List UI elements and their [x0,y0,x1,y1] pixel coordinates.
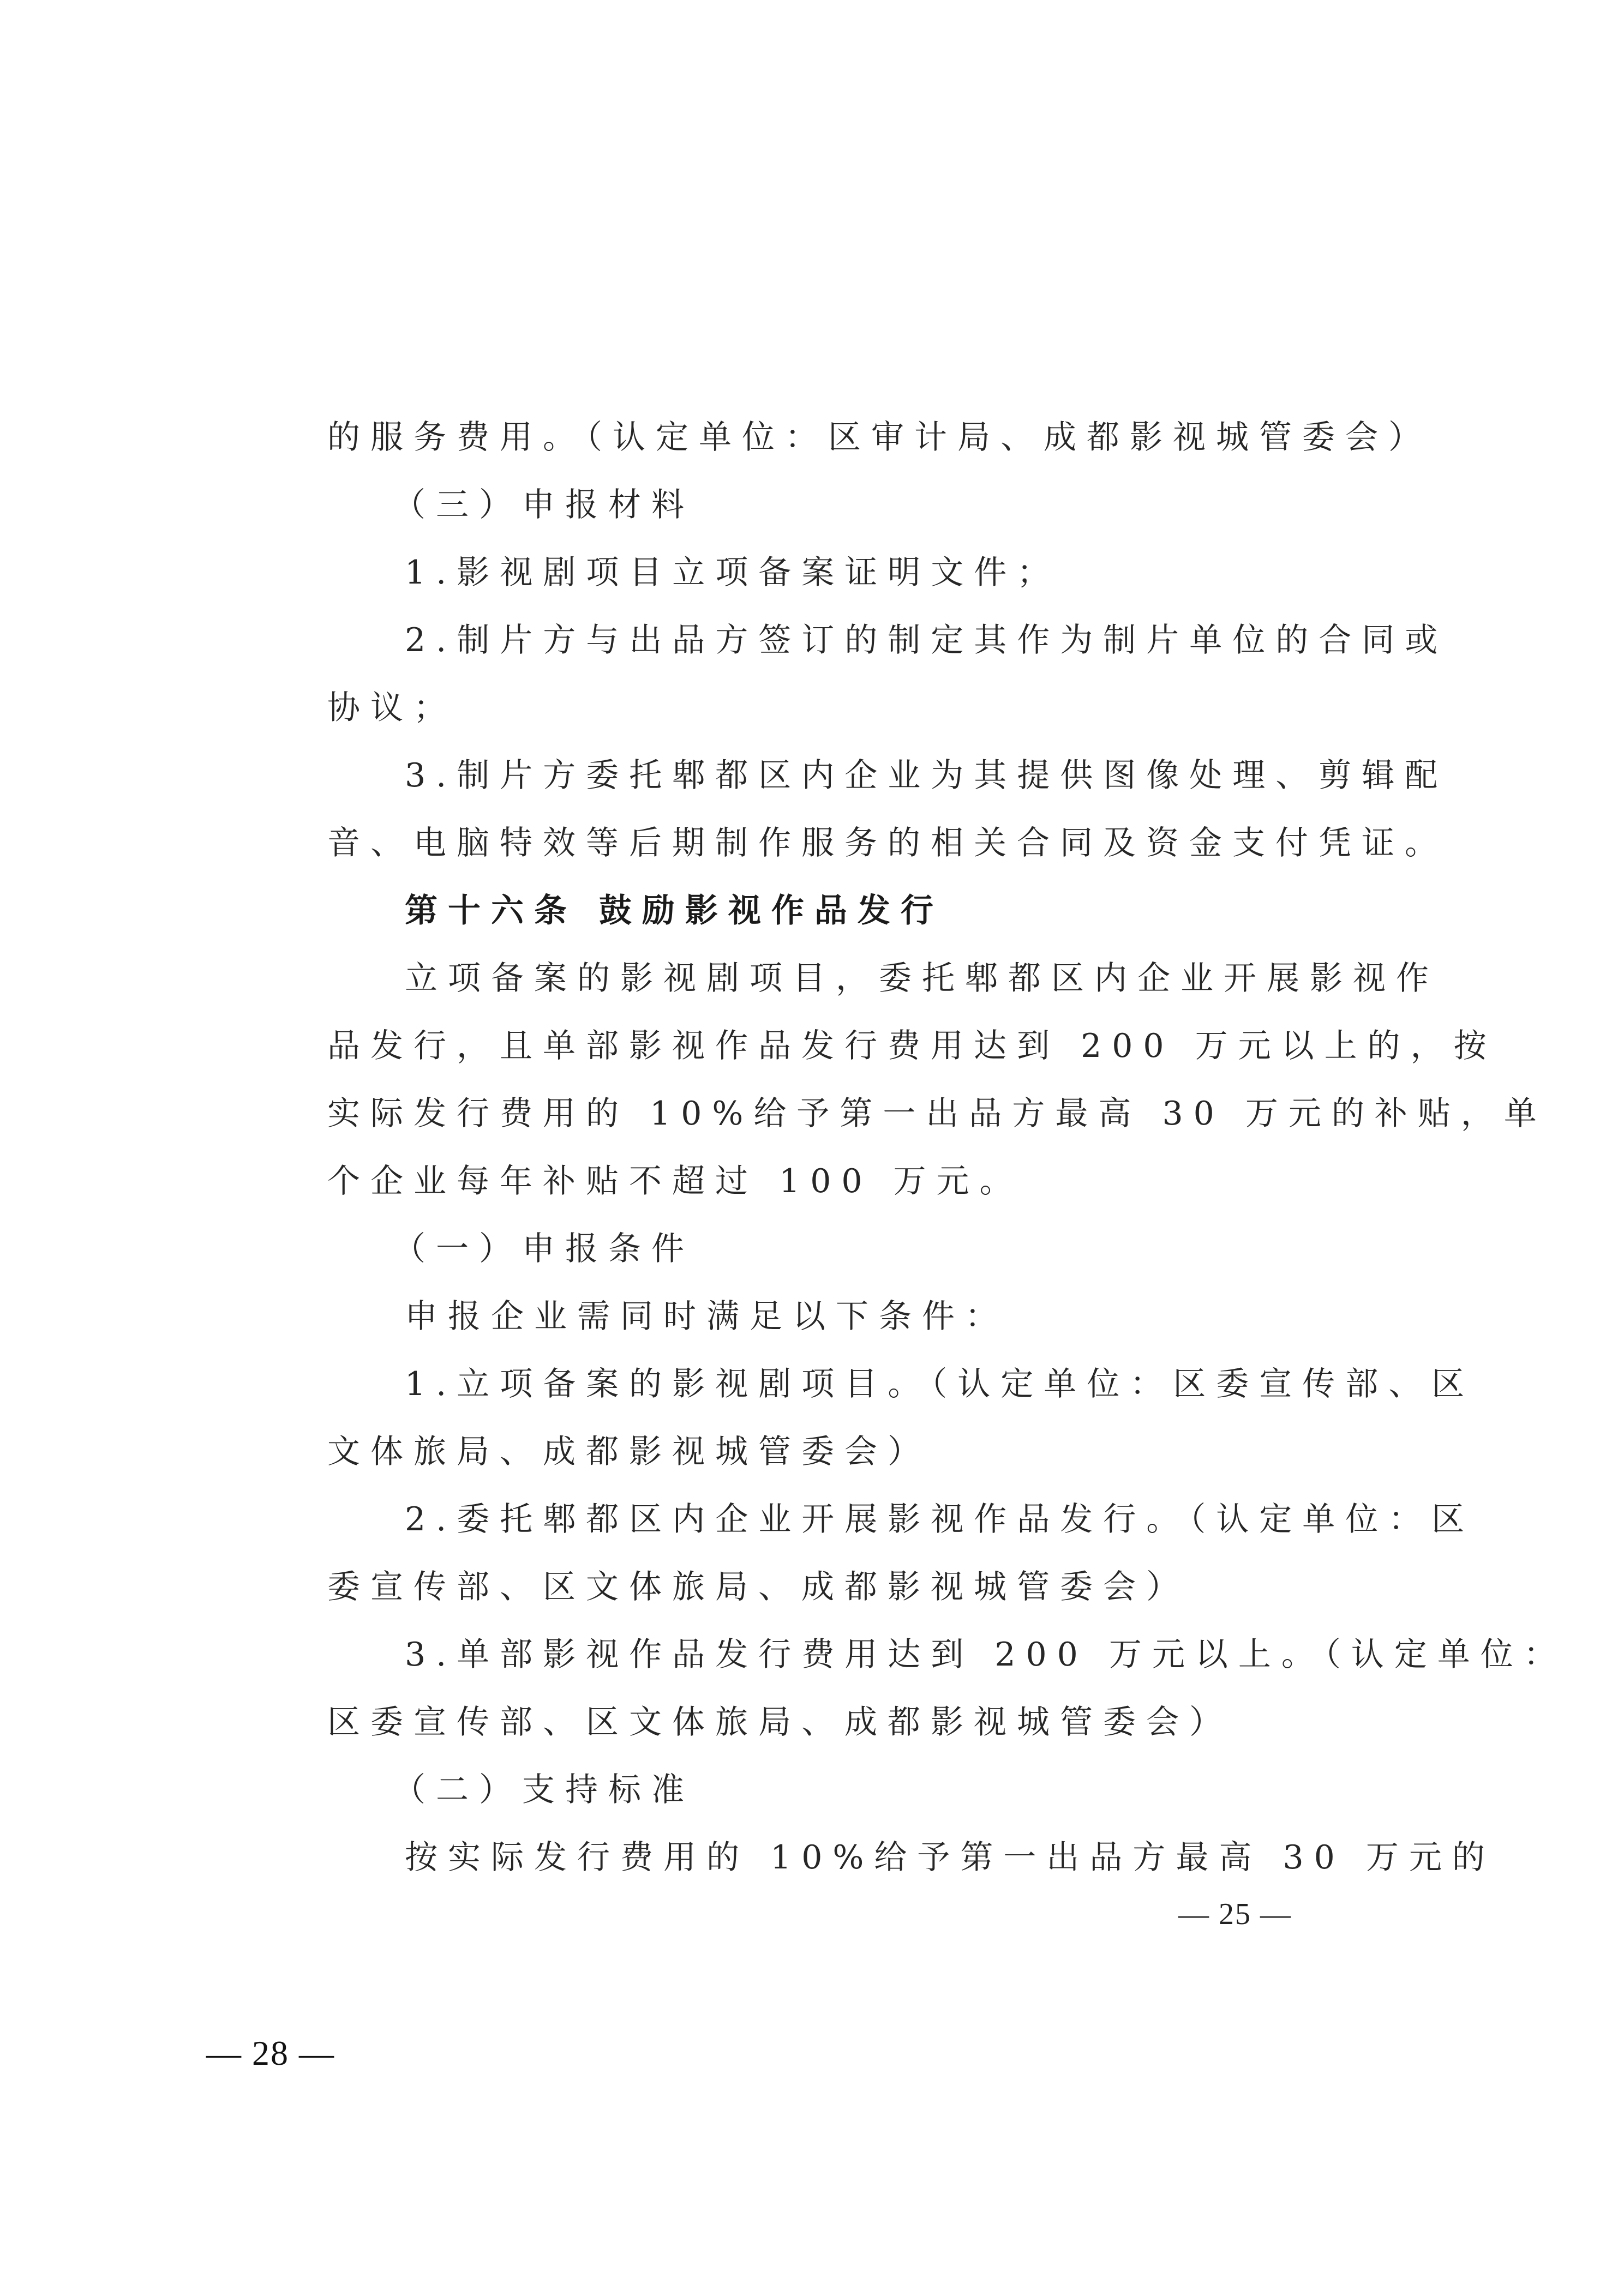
text-line: 2.制片方与出品方签订的制定其作为制片单位的合同或 [405,621,1448,659]
text-line: 区委宣传部、区文体旅局、成都影视城管委会） [327,1703,1232,1741]
text-line: 品发行，且单部影视作品发行费用达到 200 万元以上的，按 [327,1027,1497,1065]
text-line: 音、电脑特效等后期制作服务的相关合同及资金支付凭证。 [327,824,1448,862]
text-line: 的服务费用。（认定单位：区审计局、成都影视城管委会） [327,418,1431,456]
section-heading: （二）支持标准 [393,1771,694,1809]
text-line: 2.委托郫都区内企业开展影视作品发行。（认定单位：区 [405,1500,1475,1538]
text-line: 3.单部影视作品发行费用达到 200 万元以上。（认定单位： [405,1636,1567,1674]
text-line: 1.立项备案的影视剧项目。（认定单位：区委宣传部、区 [405,1365,1475,1403]
text-line: 实际发行费用的 10%给予第一出品方最高 30 万元的补贴，单 [327,1095,1547,1133]
text-line: 协议； [327,689,457,727]
text-line: 文体旅局、成都影视城管委会） [327,1433,931,1471]
article-heading: 第十六条 鼓励影视作品发行 [405,892,944,930]
text-line: 按实际发行费用的 10%给予第一出品方最高 30 万元的 [405,1838,1495,1877]
text-line: 申报企业需同时满足以下条件： [405,1297,1008,1336]
text-line: 3.制片方委托郫都区内企业为其提供图像处理、剪辑配 [405,756,1448,795]
section-heading: （三）申报材料 [393,486,694,524]
inner-page-number: — 25 — [1178,1897,1292,1931]
text-line: 个企业每年补贴不超过 100 万元。 [327,1162,1023,1200]
text-line: 1.影视剧项目立项备案证明文件； [405,554,1060,592]
text-line: 立项备案的影视剧项目，委托郫都区内企业开展影视作 [405,959,1439,997]
text-line: 委宣传部、区文体旅局、成都影视城管委会） [327,1568,1189,1606]
outer-page-number: — 28 — [206,2034,335,2072]
section-heading: （一）申报条件 [393,1230,694,1268]
